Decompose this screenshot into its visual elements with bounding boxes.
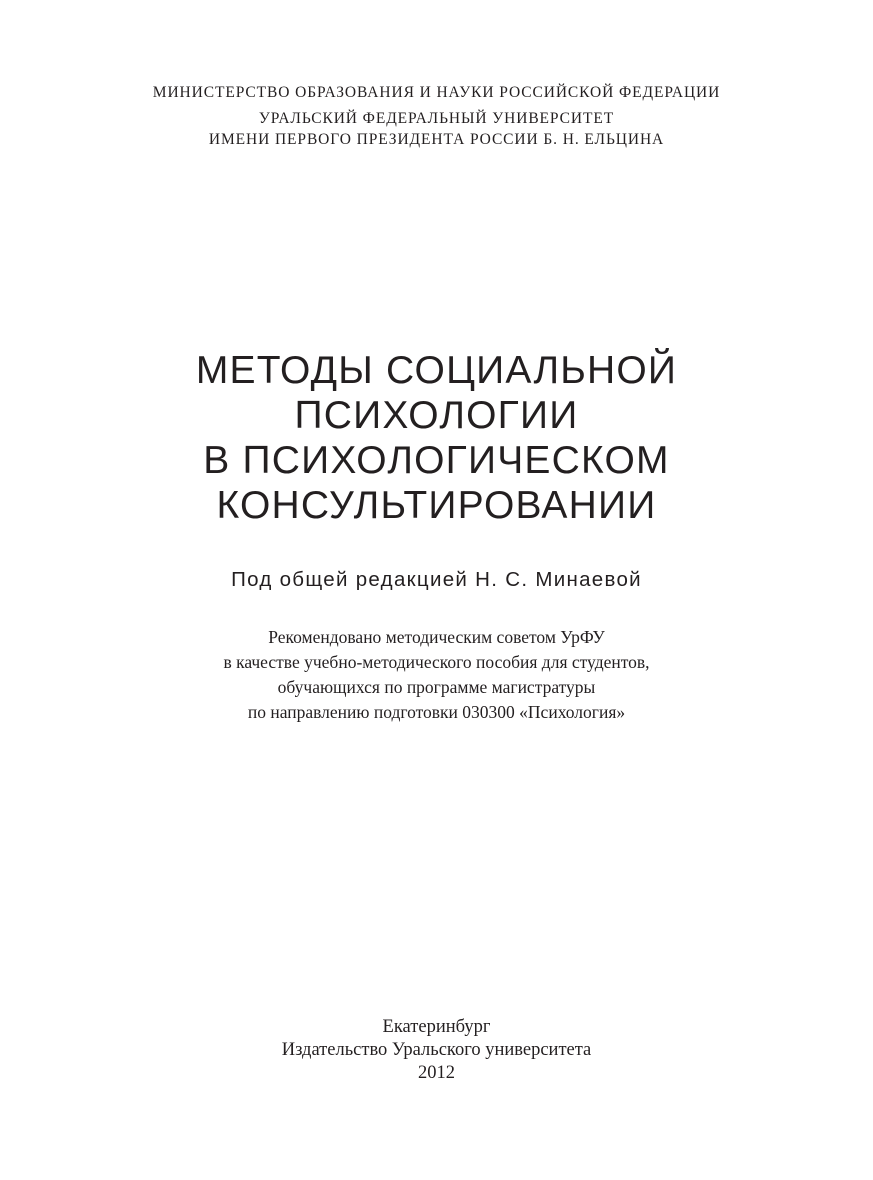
imprint-publisher: Издательство Уральского университета [281, 1040, 592, 1060]
title-line: МЕТОДЫ СОЦИАЛЬНОЙ [195, 349, 678, 392]
university-honorific: ИМЕНИ ПЕРВОГО ПРЕЗИДЕНТА РОССИИ Б. Н. ЕЛЬЦИНА [208, 131, 665, 148]
ministry-name: МИНИСТЕРСТВО ОБРАЗОВАНИЯ И НАУКИ РОССИЙСКОЙ ФЕДЕРАЦИИ [152, 84, 721, 101]
recommendation-line: в качестве учебно-методического пособия для студентов, [223, 652, 650, 672]
book-title [0, 348, 873, 528]
editor-credit [0, 566, 873, 594]
university-name: УРАЛЬСКИЙ ФЕДЕРАЛЬНЫЙ УНИВЕРСИТЕТ [258, 110, 615, 127]
institution-header [0, 82, 873, 150]
title-line: КОНСУЛЬТИРОВАНИИ [216, 484, 657, 527]
publisher-imprint [0, 1016, 873, 1085]
title-line: В ПСИХОЛОГИЧЕСКОМ [203, 439, 670, 482]
imprint-year: 2012 [418, 1063, 455, 1083]
imprint-city: Екатеринбург [382, 1017, 491, 1037]
recommendation-line: обучающихся по программе магистратуры [277, 677, 596, 697]
recommendation-note [0, 625, 873, 725]
title-line: ПСИХОЛОГИИ [294, 394, 579, 437]
editor-line: Под общей редакцией Н. С. Минаевой [231, 568, 642, 591]
recommendation-line: по направлению подготовки 030300 «Психология» [247, 702, 626, 722]
recommendation-line: Рекомендовано методическим советом УрФУ [268, 627, 605, 647]
